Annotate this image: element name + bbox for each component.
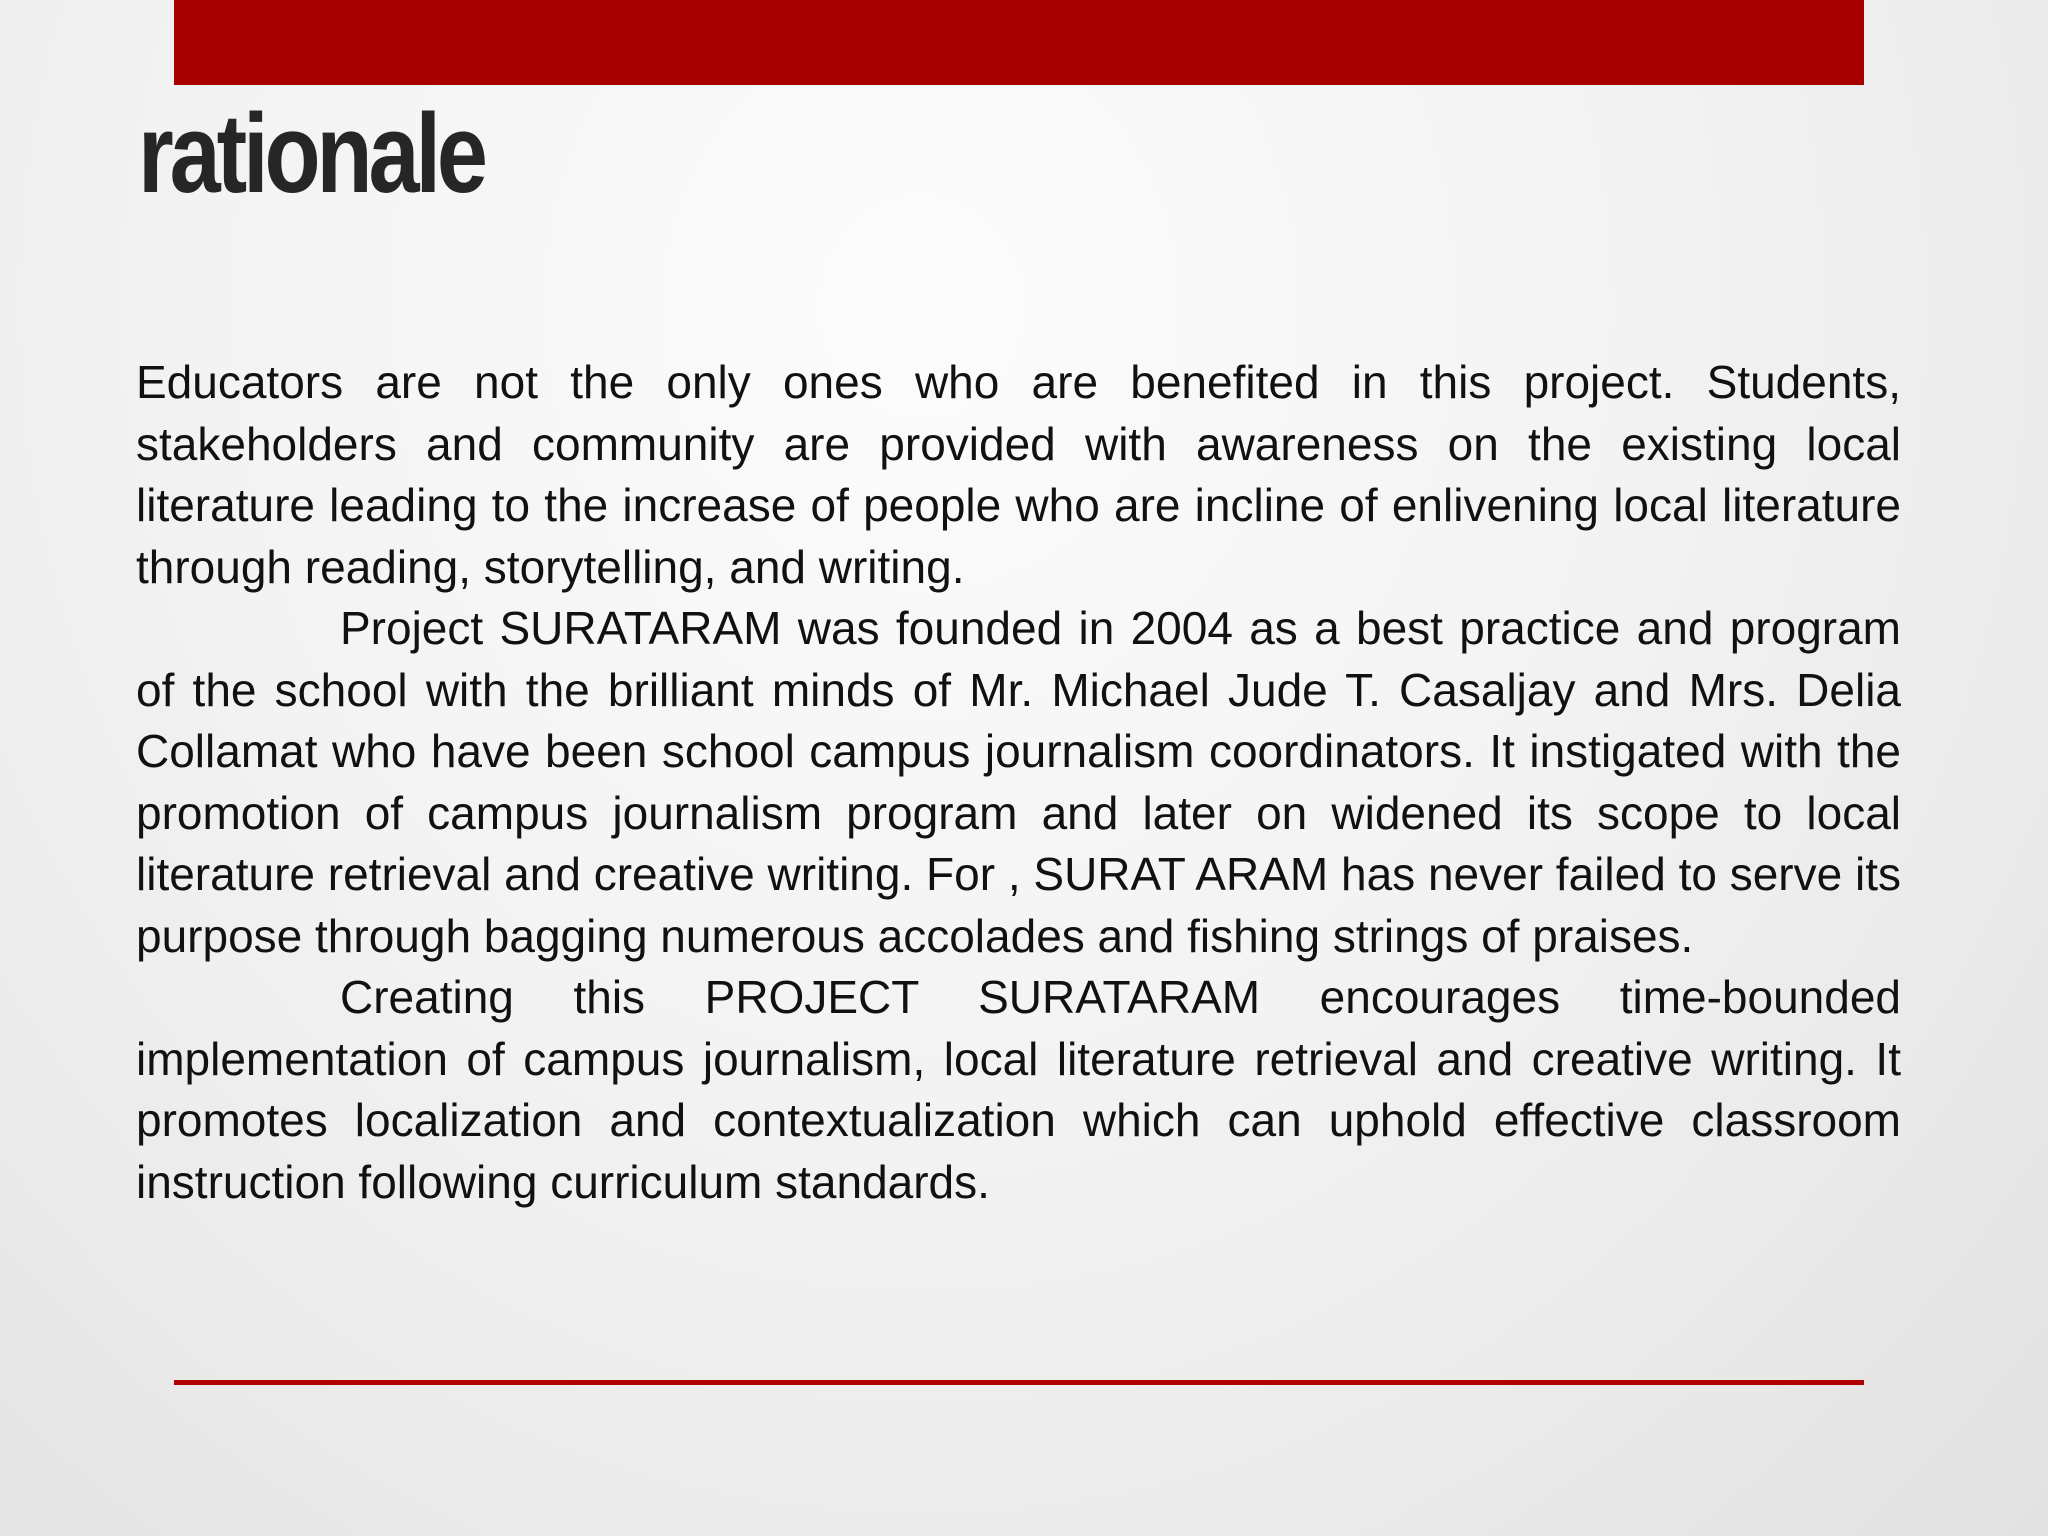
- paragraph-3: Creating this PROJECT SURATARAM encourages time-bounded implementation of campus journalism, local literature retrieval and creative writing. It promotes localization and contextualization which can uphold effective classroom instruction following curriculum standards.: [136, 971, 1901, 1208]
- bottom-divider: [174, 1380, 1864, 1385]
- paragraph-1: Educators are not the only ones who are benefited in this project. Students, stakeholders and community are provided with awareness on the existing local literature leading to the increase of people who are incline of enlivening local literature through reading, storytelling, and writing.: [136, 356, 1901, 593]
- body-text: [136, 352, 1901, 1213]
- slide-title: rationale: [138, 91, 484, 216]
- paragraph-2: Project SURATARAM was founded in 2004 as a best practice and program of the school with the brilliant minds of Mr. Michael Jude T. Casaljay and Mrs. Delia Collamat who have been school campus journalism coordinators. It instigated with the promotion of campus journalism program and later on widened its scope to local literature retrieval and creative writing. For , SURAT ARAM has never failed to serve its purpose through bagging numerous accolades and fishing strings of praises.: [136, 602, 1901, 962]
- top-accent-bar: [174, 0, 1864, 85]
